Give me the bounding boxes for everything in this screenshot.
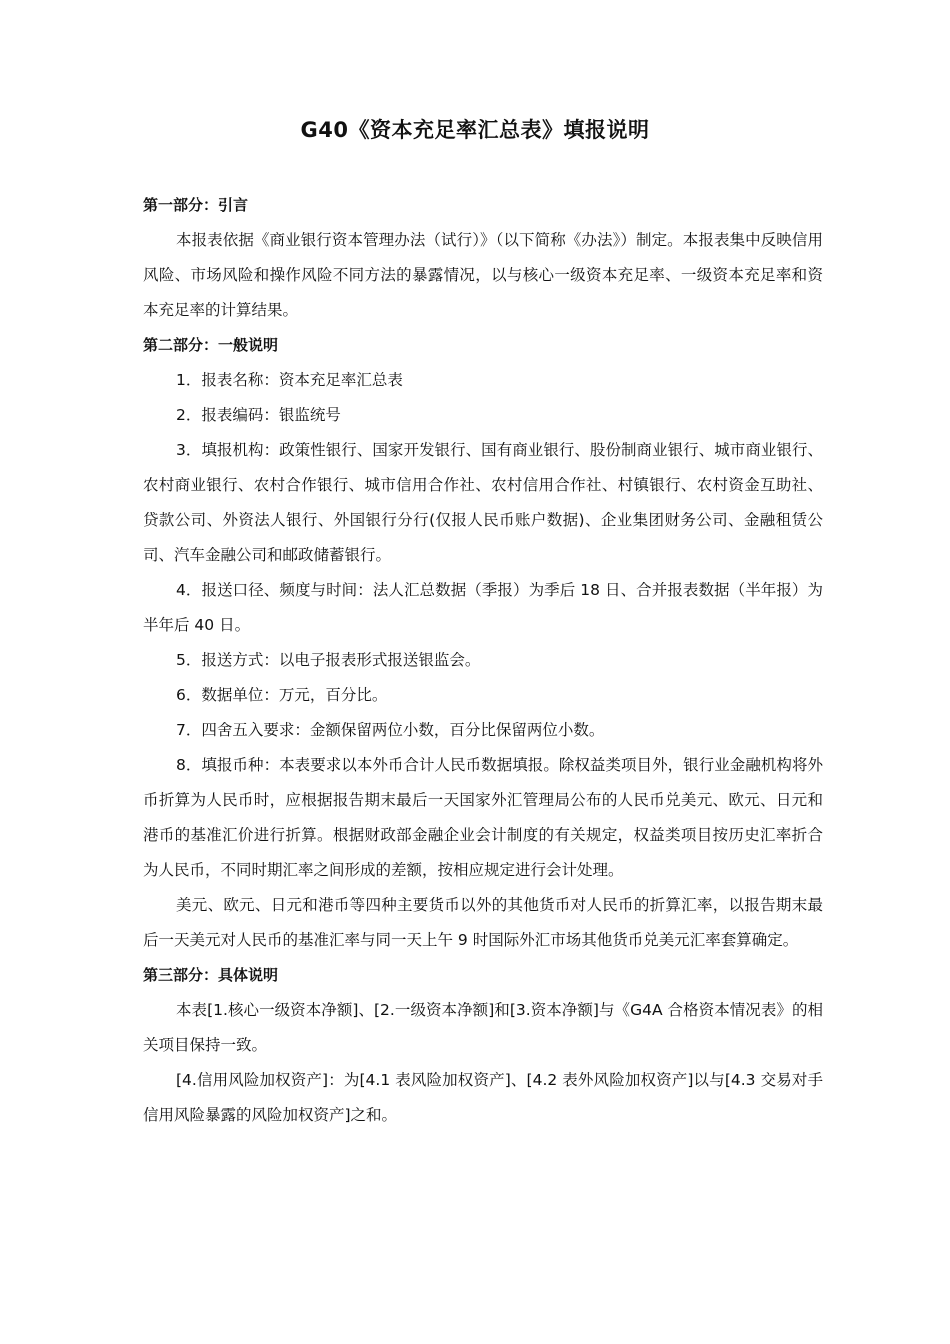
document-title: G40《资本充足率汇总表》填报说明 — [300, 118, 650, 142]
section-heading-part2: 第二部分：一般说明 — [143, 336, 279, 354]
document-body — [143, 188, 823, 1133]
paragraph-capital-net: 本表[1.核心一级资本净额]、[2.一级资本净额]和[3.资本净额]与《G4A 合格资本情况表》的相关项目保持一致。 — [143, 1001, 823, 1054]
item-report-name: 1．报表名称：资本充足率汇总表 — [176, 371, 403, 389]
section-heading-part1: 第一部分：引言 — [143, 196, 249, 214]
item-reporting-frequency: 4．报送口径、频度与时间：法人汇总数据（季报）为季后 18 日、合并报表数据（半年报）为半年后 40 日。 — [143, 581, 823, 634]
item-currency-other: 美元、欧元、日元和港币等四种主要货币以外的其他货币对人民币的折算汇率，以报告期末最后一天美元对人民币的基准汇率与同一天上午 9 时国际外汇市场其他货币兑美元汇率套算确定。 — [143, 896, 823, 949]
item-reporting-institutions: 3．填报机构：政策性银行、国家开发银行、国有商业银行、股份制商业银行、城市商业银行、农村商业银行、农村合作银行、城市信用合作社、农村信用合作社、村镇银行、农村资金互助社、贷款公司、外资法人银行、外国银行分行(仅报人民币账户数据)、企业集团财务公司、金融租赁公司、汽车金融公司和邮政储蓄银行。 — [143, 441, 823, 564]
item-data-unit: 6．数据单位：万元，百分比。 — [176, 686, 388, 704]
item-report-code: 2．报表编码：银监统号 — [176, 406, 341, 424]
item-currency: 8．填报币种：本表要求以本外币合计人民币数据填报。除权益类项目外，银行业金融机构将外币折算为人民币时，应根据报告期末最后一天国家外汇管理局公布的人民币兑美元、欧元、日元和港币的基准汇价进行折算。根据财政部金融企业会计制度的有关规定，权益类项目按历史汇率折合为人民币，不同时期汇率之间形成的差额，按相应规定进行会计处理。 — [143, 756, 823, 879]
item-reporting-method: 5．报送方式：以电子报表形式报送银监会。 — [176, 651, 481, 669]
item-rounding: 7．四舍五入要求：金额保留两位小数，百分比保留两位小数。 — [176, 721, 605, 739]
paragraph-intro: 本报表依据《商业银行资本管理办法（试行）》（以下简称《办法》）制定。本报表集中反映信用风险、市场风险和操作风险不同方法的暴露情况，以与核心一级资本充足率、一级资本充足率和资本充足率的计算结果。 — [143, 231, 823, 319]
section-heading-part3: 第三部分：具体说明 — [143, 966, 279, 984]
paragraph-credit-risk-rwa: [4.信用风险加权资产]：为[4.1 表风险加权资产]、[4.2 表外风险加权资产]以与[4.3 交易对手信用风险暴露的风险加权资产]之和。 — [143, 1071, 823, 1124]
